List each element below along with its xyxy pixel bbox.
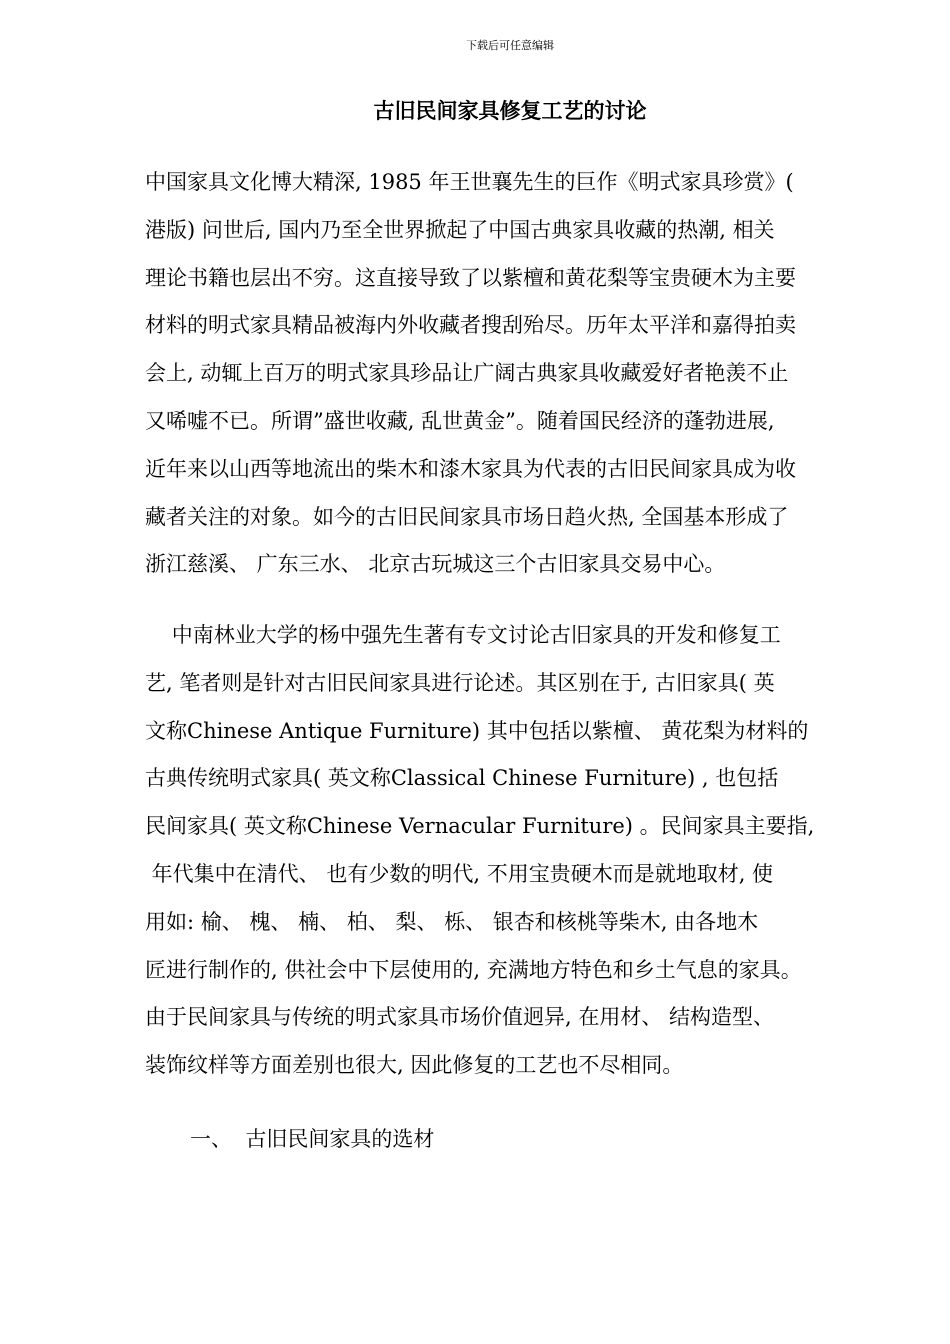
paragraph-line: 用如: 榆、 槐、 楠、 柏、 梨、 栎、 银杏和核桃等柴木, 由各地木 xyxy=(145,909,759,934)
paragraph-intro xyxy=(145,159,796,589)
paragraph-line: 中国家具文化博大精深, 1985 年王世襄先生的巨作《明式家具珍赏》( xyxy=(145,170,794,194)
paragraph-line: 近年来以山西等地流出的柴木和漆木家具为代表的古旧民间家具成为收 xyxy=(145,456,796,481)
header-note: 下载后可任意编辑 xyxy=(466,39,554,52)
paragraph-line: 材料的明式家具精品被海内外收藏者搜刮殆尽。历年太平洋和嘉得拍卖 xyxy=(145,313,796,338)
paragraph-line: 文称Chinese Antique Furniture) 其中包括以紫檀、 黄花梨为材料的 xyxy=(145,718,809,743)
paragraph-line: 中南林业大学的杨中强先生著有专文讨论古旧家具的开发和修复工 xyxy=(145,623,781,647)
paragraph-line: 装饰纹样等方面差别也很大, 因此修复的工艺也不尽相同。 xyxy=(145,1053,684,1078)
paragraph-line: 会上, 动辄上百万的明式家具珍品让广阔古典家具收藏爱好者艳羡不止 xyxy=(145,361,789,386)
section-heading: 一、 古旧民间家具的选材 xyxy=(190,1127,435,1151)
paragraph-line: 又唏嘘不已。所谓”盛世收藏, 乱世黄金”。随着国民经济的蓬勃进展, xyxy=(145,408,775,433)
paragraph-line: 理论书籍也层出不穷。这直接导致了以紫檀和黄花梨等宝贵硬木为主要 xyxy=(145,265,796,290)
paragraph-line: 藏者关注的对象。如今的古旧民间家具市场日趋火热, 全国基本形成了 xyxy=(145,504,789,529)
paragraph-line: 港版) 问世后, 国内乃至全世界掀起了中国古典家具收藏的热潮, 相关 xyxy=(145,217,775,242)
paragraph-line: 浙江慈溪、 广东三水、 北京古玩城这三个古旧家具交易中心。 xyxy=(145,552,726,577)
document-title: 古旧民间家具修复工艺的讨论 xyxy=(373,99,647,123)
paragraph-line: 匠进行制作的, 供社会中下层使用的, 充满地方特色和乡土气息的家具。 xyxy=(145,957,802,982)
paragraph-line: 年代集中在清代、 也有少数的明代, 不用宝贵硬木而是就地取材, 使 xyxy=(145,861,774,886)
paragraph-definition xyxy=(145,612,814,1090)
paragraph-line: 古典传统明式家具( 英文称Classical Chinese Furniture) , 也包括 xyxy=(145,766,779,791)
paragraph-line: 艺, 笔者则是针对古旧民间家具进行论述。其区别在于, 古旧家具( 英 xyxy=(145,670,775,695)
paragraph-line: 民间家具( 英文称Chinese Vernacular Furniture) 。民间家具主要指, xyxy=(145,814,815,839)
paragraph-line: 由于民间家具与传统的明式家具市场价值迥异, 在用材、 结构造型、 xyxy=(145,1005,775,1030)
